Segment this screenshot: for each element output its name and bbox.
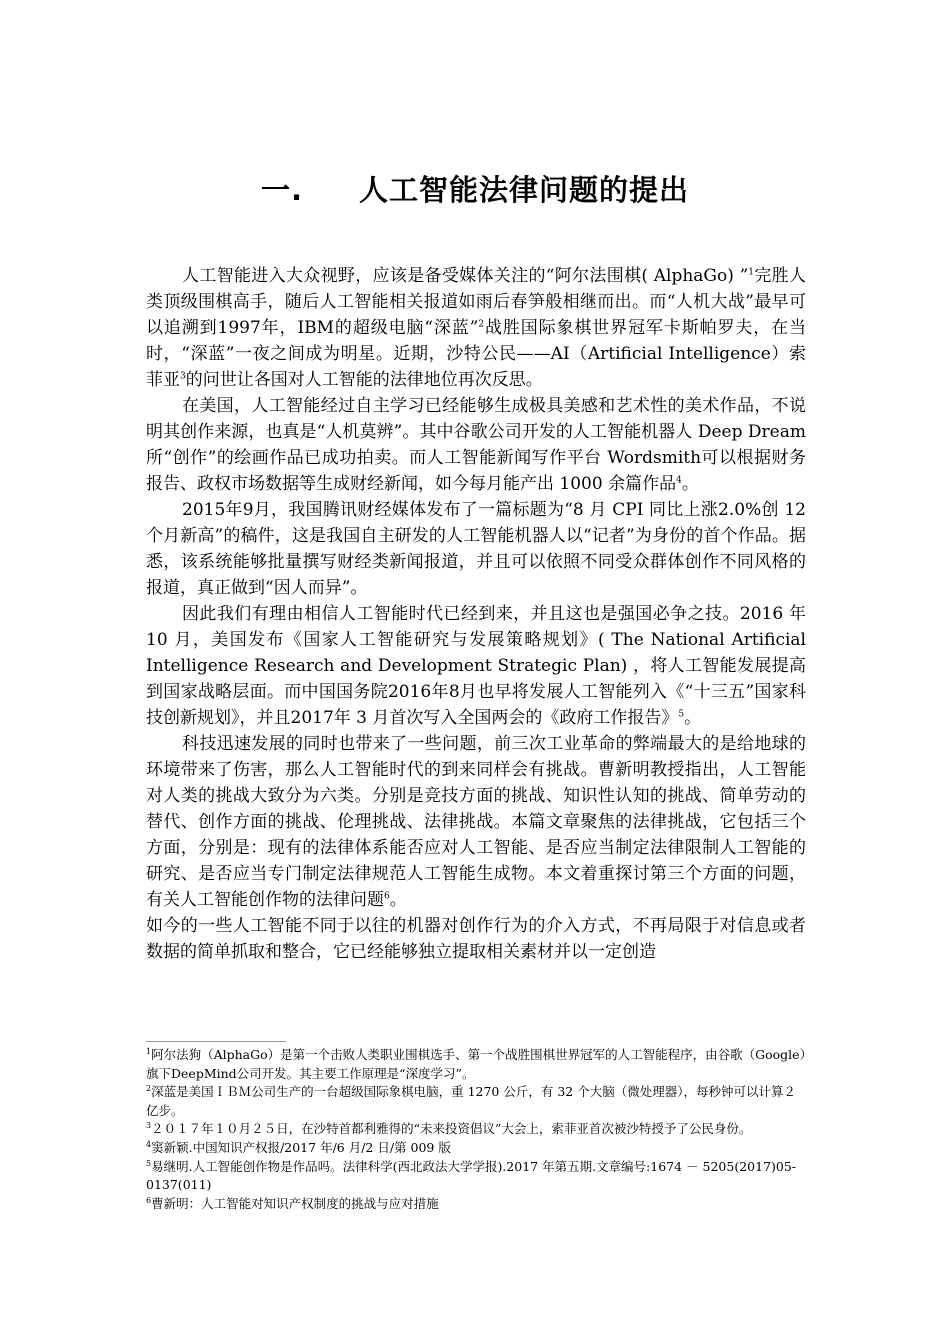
footnote-reference: 5	[678, 709, 685, 720]
footnote-number: 3	[146, 1121, 152, 1131]
section-title-text: 人工智能法律问题的提出	[359, 173, 690, 207]
paragraph	[146, 263, 806, 393]
footnote-number: 4	[146, 1139, 152, 1149]
paragraph-text: 科技迅速发展的同时也带来了一些问题，前三次工业革命的弊端最大的是给地球的环境带来了伤害，那么人工智能时代的到来同样会有挑战。曹新明教授指出，人工智能对人类的挑战大致分为六类。分别是竞技方面的挑战、知识性认知的挑战、简单劳动的替代、创作方面的挑战、伦理挑战、法律挑战。本篇文章聚焦的法律挑战，它包括三个方面，分别是：现有的法律体系能否应对人工智能、是否应当制定法律限制人工智能的研究、是否应当专门制定法律规范人工智能生成物。本文着重探讨第三个方面的问题，有关人工智能创作物的法律问题	[146, 734, 806, 910]
paragraph-text: 2015年9月，我国腾讯财经媒体发布了一篇标题为“8 月 CPI 同比上涨2.0%创 12 个月新高”的稿件，这是我国自主研发的人工智能机器人以“记者”为身份的首个作品。据悉，该系统能够批量撰写财经类新闻报道，并且可以依照不同受众群体创作不同风格的报道，真正做到“因人而异”。	[146, 500, 806, 598]
paragraph	[146, 913, 806, 965]
footnote-number: 1	[146, 1046, 152, 1056]
footnote-reference: 2	[478, 319, 485, 330]
section-number: 一.	[260, 173, 303, 207]
footnote-reference: 6	[384, 891, 390, 902]
footnote	[146, 1139, 806, 1158]
footnote	[146, 1195, 806, 1214]
paragraph-text: 在美国，人工智能经过自主学习已经能够生成极具美感和艺术性的美术作品，不说明其创作来源，也真是“人机莫辨”。其中谷歌公司开发的人工智能机器人 Deep Dream 所“创作”的绘画作品已成功拍卖。而人工智能新闻写作平台 Wordsmith可以根据财务报告、政权市场数据等生成财经新闻，如今每月能产出 1000 余篇作品	[146, 396, 806, 494]
footnote-reference: 4	[676, 475, 682, 486]
footnote-reference: 1	[748, 267, 755, 278]
paragraph-text: 的问世让各国对人工智能的法律地位再次反思。	[185, 370, 543, 390]
paragraph-text: 人工智能进入大众视野，应该是备受媒体关注的“阿尔法围棋( AlphaGo) ”	[182, 266, 749, 286]
paragraph-text: 战胜国际象棋世界冠军卡斯帕罗夫，在当时，“深蓝”一夜之间成为明星。近期，沙特公民——AI（Artificial Intelligence）索菲亚	[146, 318, 807, 390]
footnote-number: 6	[146, 1195, 152, 1205]
paragraph	[146, 497, 806, 601]
footnote	[146, 1083, 806, 1120]
paragraph-text: 因此我们有理由相信人工智能时代已经到来，并且这也是强国必争之技。2016 年 10 月，美国发布《国家人工智能研究与发展策略规划》( The National Artificial Intelligence Research and Development Strategic Plan) ，将人工智能发展提高到国家战略层面。而中国国务院2016年8月也早将发展人工智能列入《“十三五”国家科技创新规划》，并且2017年 3 月首次写入全国两会的《政府工作报告》	[146, 604, 806, 728]
paragraph	[146, 601, 806, 731]
footnote-number: 2	[146, 1084, 152, 1094]
paragraph-text: 如今的一些人工智能不同于以往的机器对创作行为的介入方式，不再局限于对信息或者数据的简单抓取和整合，它已经能够独立提取相关素材并以一定创造	[146, 916, 806, 962]
paragraph	[146, 393, 806, 497]
footnote-text: 窦新颖.中国知识产权报/2017 年/6 月/2 日/第 009 版	[151, 1139, 451, 1155]
footnotes	[146, 1046, 806, 1213]
paragraph-text: 。	[681, 474, 699, 494]
footnote-text: 阿尔法狗（AlphaGo）是第一个击败人类职业围棋选手、第一个战胜围棋世界冠军的人工智能程序，由谷歌（Google）旗下DeepMind公司开发。其主要工作原理是“深度学习”。	[146, 1047, 806, 1081]
section-title	[0, 168, 950, 212]
paragraph-text: 。	[389, 890, 407, 910]
body-text	[146, 263, 806, 965]
footnote-text: 曹新明：人工智能对知识产权制度的挑战与应对措施	[151, 1195, 439, 1211]
footnote-number: 5	[146, 1158, 152, 1168]
footnote	[146, 1046, 806, 1083]
footnote-text: 易继明.人工智能创作物是作品吗。法律科学(西北政法大学学报).2017 年第五期.文章编号:1674 － 5205(2017)05-0137(011)	[146, 1158, 797, 1193]
paragraph	[146, 731, 806, 913]
paragraph-text: 完胜人类顶级围棋高手，随后人工智能相关报道如雨后春笋般相继而出。而“人机大战”最早可以追溯到1997年，IBM的超级电脑“深蓝”	[146, 266, 806, 338]
footnote-text: 深蓝是美国ＩＢＭ公司生产的一台超级国际象棋电脑，重 1270 公斤，有 32 个大脑（微处理器），每秒钟可以计算２亿步。	[146, 1084, 796, 1118]
footnote	[146, 1158, 806, 1195]
paragraph-text: 。	[684, 708, 702, 728]
footnote-separator	[146, 1041, 286, 1042]
footnote	[146, 1120, 806, 1139]
footnote-text: ２０１７年１０月２５日，在沙特首都利雅得的“未来投资倡议”大会上，索菲亚首次被沙特授予了公民身份。	[151, 1121, 752, 1137]
footnote-reference: 3	[180, 371, 186, 382]
